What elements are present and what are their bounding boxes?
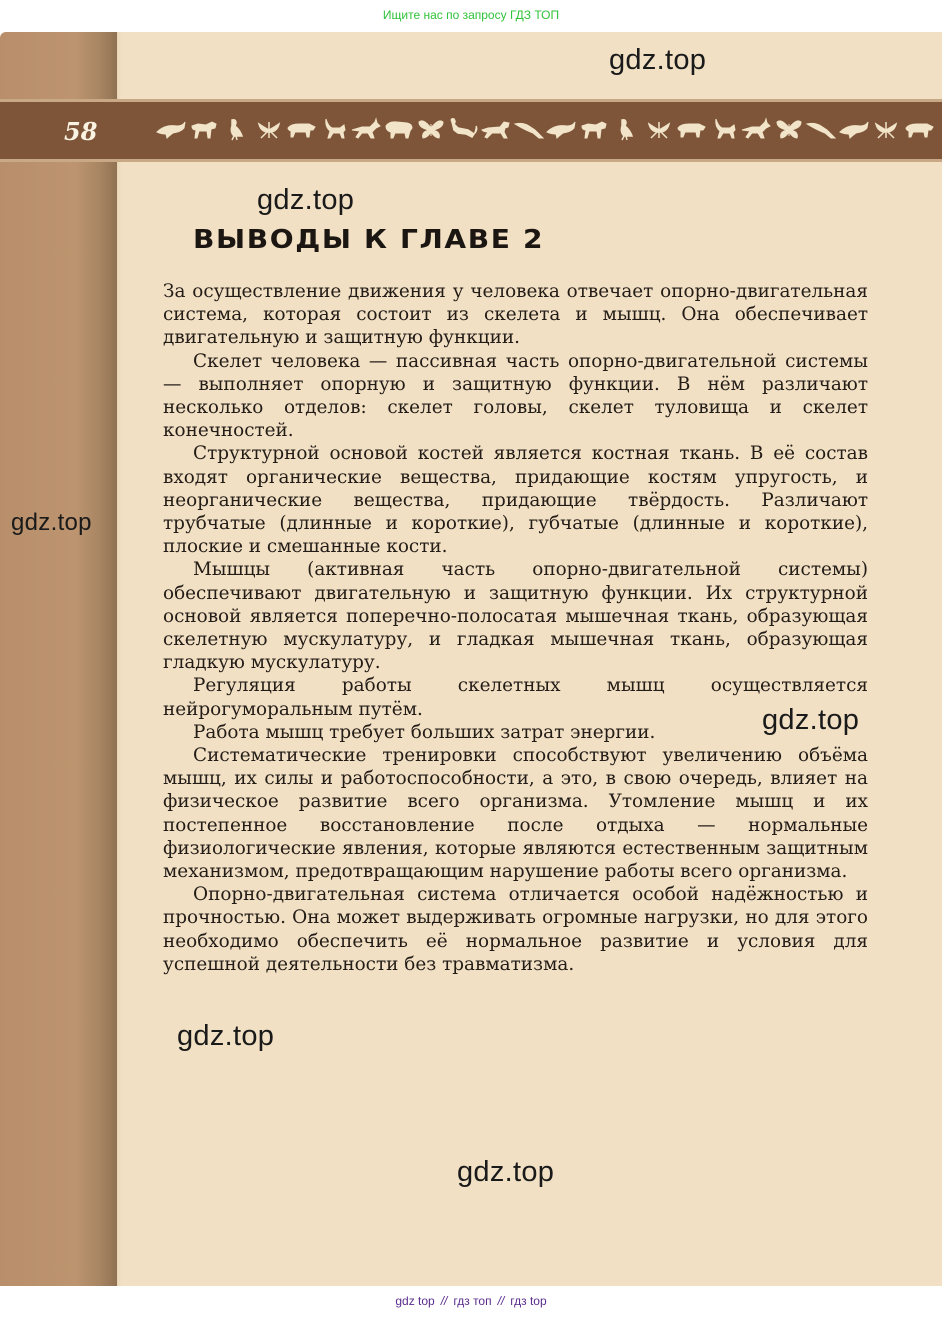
- dolphin-icon: [838, 116, 870, 142]
- footer-link-gdz-top-mixed[interactable]: гдз top: [510, 1294, 547, 1308]
- animal-silhouette-strip: [155, 114, 935, 144]
- footer-link-gdz-top-ru[interactable]: гдз топ: [453, 1294, 492, 1308]
- paragraph: Работа мышц требует больших затрат энергии.: [193, 721, 656, 743]
- scorpion-icon: [448, 116, 480, 142]
- butterfly-icon: [415, 116, 447, 142]
- boar-icon: [285, 116, 317, 142]
- dolphin-icon: [155, 116, 187, 142]
- watermark-text: gdz.top: [11, 509, 92, 536]
- seagull-icon: [805, 116, 837, 142]
- page-header-band: [0, 99, 942, 162]
- cat-icon: [318, 116, 350, 142]
- search-hint-banner: Ищите нас по запросу ГДЗ ТОП: [382, 8, 560, 22]
- paragraph: Скелет человека — пассивная часть опорно-двигательной системы — выполняет опорную и защитную функции. В нём различают несколько отделов: скелет головы, скелет туловища и скелет конечностей.: [163, 350, 868, 442]
- watermark-text: gdz.top: [762, 704, 860, 736]
- antelope-icon: [740, 116, 772, 142]
- bird-icon: [610, 116, 642, 142]
- antelope-icon: [350, 116, 382, 142]
- footer-link-gdz-top[interactable]: gdz top: [395, 1294, 435, 1308]
- footer-separator: //: [440, 1294, 448, 1308]
- page-margin-edge: [117, 32, 121, 1286]
- boar-icon: [903, 116, 935, 142]
- paragraph: Структурной основой костей является костная ткань. В её состав входят органические вещества, придающие костям упругость, и неорганические вещества, придающие твёрдость. Различают трубчатые (длинные и короткие), губчатые (длинные и короткие), плоские и смешанные кости.: [163, 443, 868, 558]
- paragraph: Опорно-двигательная система отличается особой надёжностью и прочностью. Она может выдерживать огромные нагрузки, но для этого необходимо обеспечить её нормальное развитие и условия для успешной деятельности без травматизма.: [163, 884, 868, 975]
- page-number: 58: [64, 117, 98, 146]
- dolphin-icon: [545, 116, 577, 142]
- butterfly-icon: [773, 116, 805, 142]
- insect-icon: [870, 116, 902, 142]
- insect-icon: [643, 116, 675, 142]
- watermark-text: gdz.top: [457, 1156, 555, 1188]
- page-margin-strip: [0, 32, 117, 1286]
- horse-icon: [480, 116, 512, 142]
- seagull-icon: [513, 116, 545, 142]
- paragraph: Систематические тренировки способствуют увеличению объёма мышц, их силы и работоспособности, а это, в свою очередь, влияет на физическое развитие всего организма. Утомление мышц и их постепенное восстановление после отдыха — нормальные физиологические явления, которые являются естественным защитным механизмом, предотвращающим нарушение работы всего организма.: [163, 745, 868, 883]
- boar-icon: [675, 116, 707, 142]
- insect-icon: [253, 116, 285, 142]
- watermark-text: gdz.top: [257, 184, 355, 216]
- hyena-icon: [188, 116, 220, 142]
- bison-icon: [383, 116, 415, 142]
- paragraph: Мышцы (активная часть опорно-двигательной системы) обеспечивают двигательную и защитную функции. Их структурной основой является поперечно-полосатая мышечная ткань, образующая скелетную мускулатуру, и гладкая мышечная ткань, образующая гладкую мускулатуру.: [163, 559, 868, 674]
- chapter-title: ВЫВОДЫ К ГЛАВЕ 2: [193, 225, 545, 255]
- paragraph: За осуществление движения у человека отвечает опорно-двигательная система, которая состоит из скелета и мышц. Она обеспечивает двигательную и защитную функции.: [163, 281, 868, 349]
- cat-icon: [708, 116, 740, 142]
- footer-links: [0, 1290, 942, 1312]
- paragraph: Регуляция работы скелетных мышц осуществляется нейрогуморальным путём.: [163, 675, 868, 720]
- watermark-text: gdz.top: [177, 1020, 275, 1052]
- bird-icon: [220, 116, 252, 142]
- chapter-summary-text: [163, 280, 868, 976]
- watermark-text: gdz.top: [609, 44, 707, 76]
- hyena-icon: [578, 116, 610, 142]
- footer-separator: //: [497, 1294, 505, 1308]
